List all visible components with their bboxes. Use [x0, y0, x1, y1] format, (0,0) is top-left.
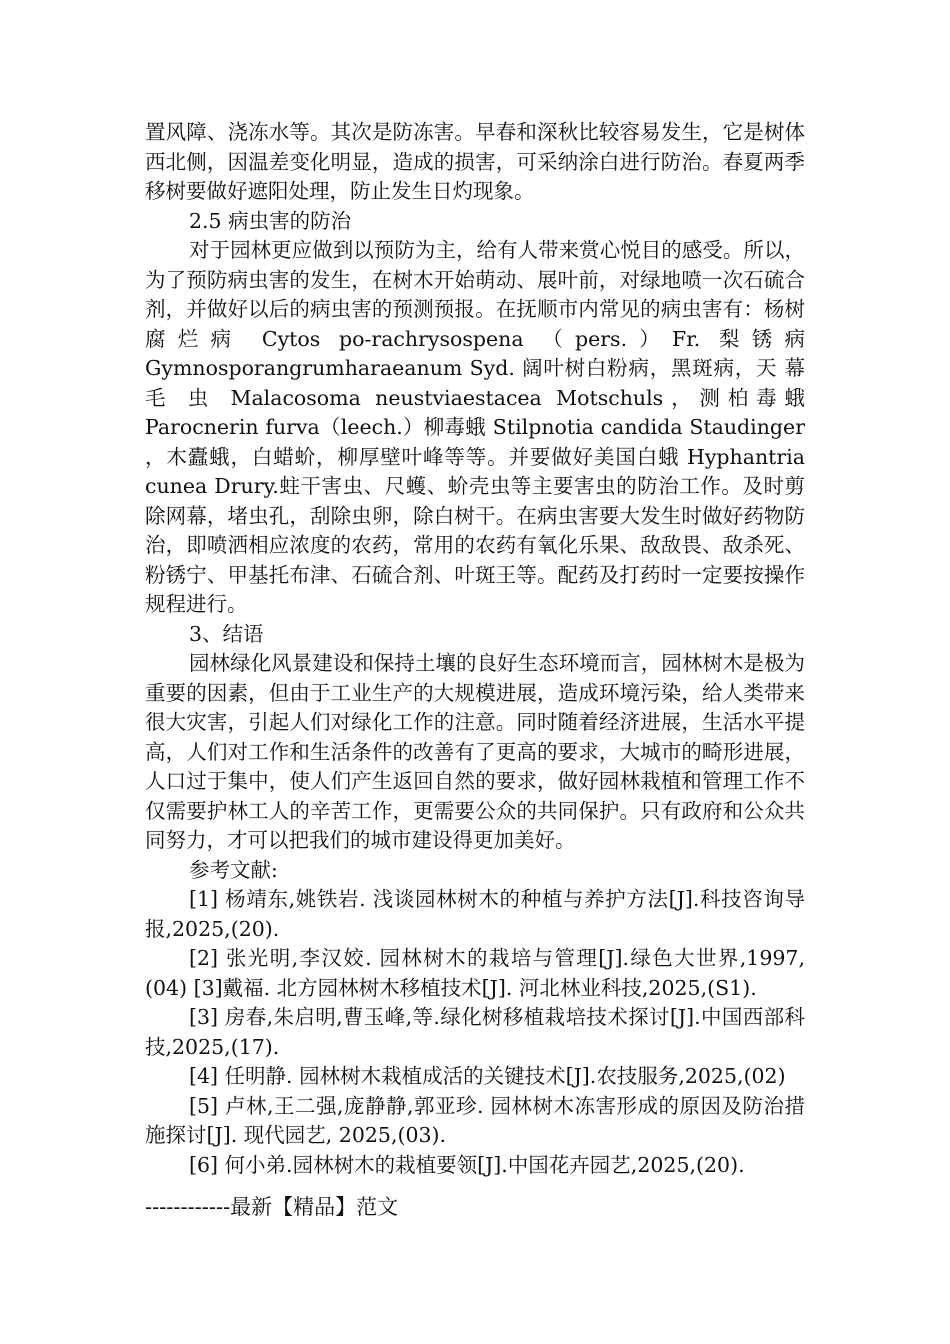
reference-item: [6] 何小弟.园林树木的栽植要领[J].中国花卉园艺,2025,(20). — [189, 1152, 745, 1177]
reference-item: [3] 房春,朱启明,曹玉峰,等.绿化树移植栽培技术探讨[J].中国西部科技,2025,(17). — [145, 1005, 805, 1059]
paragraph-frost-protection: 置风障、浇冻水等。其次是防冻害。早春和深秋比较容易发生，它是树体西北侧，因温差变化明显，造成的损害，可采纳涂白进行防治。春夏两季移树要做好遮阳处理，防止发生日灼现象。 — [145, 120, 805, 203]
references-heading: 参考文献: — [189, 857, 278, 882]
reference-item: [2] 张光明,李汉姣. 园林树木的栽培与管理[J].绿色大世界,1997,(04) [3]戴福. 北方园林树木移植技术[J]. 河北林业科技,2025,(S1). — [145, 946, 805, 1000]
reference-item: [5] 卢林,王二强,庞静静,郭亚珍. 园林树木冻害形成的原因及防治措施探讨[J]. 现代园艺, 2025,(03). — [145, 1093, 805, 1147]
section-heading-pest-control: 2.5 病虫害的防治 — [189, 208, 352, 233]
section-heading-conclusion: 3、结语 — [189, 621, 264, 646]
paragraph-conclusion: 园林绿化风景建设和保持土壤的良好生态环境而言，园林树木是极为重要的因素，但由于工业生产的大规模进展，造成环境污染，给人类带来很大灾害，引起人们对绿化工作的注意。同时随着经济进展，生活水平提高，人们对工作和生活条件的改善有了更高的要求，大城市的畸形进展，人口过于集中，使人们产生返回自然的要求，做好园林栽植和管理工作不仅需要护林工人的辛苦工作，更需要公众的共同保护。只有政府和公众共同努力，才可以把我们的城市建设得更加美好。 — [145, 651, 805, 852]
footer-watermark-text: ------------最新【精品】范文 — [145, 1195, 399, 1219]
document-body — [145, 118, 805, 1180]
reference-item: [1] 杨靖东,姚铁岩. 浅谈园林树木的种植与养护方法[J].科技咨询导报,2025,(20). — [145, 887, 805, 941]
paragraph-pest-control: 对于园林更应做到以预防为主，给有人带来赏心悦目的感受。所以，为了预防病虫害的发生，在树木开始萌动、展叶前，对绿地喷一次石硫合剂，并做好以后的病虫害的预测预报。在抚顺市内常见的病虫害有：杨树腐烂病 Cytos po-rachrysospena （pers.）Fr. 梨锈病 Gymnosporangrumharaeanum Syd. 阔叶树白粉病，黑斑病，天 幕 毛 虫 Malacosoma neustviaestacea Motschuls，测柏毒蛾 Parocnerin furva（leech.）柳毒蛾 Stilpnotia candida Staudinger ，木蠹蛾，白蜡蚧，柳厚壁叶峰等等。并要做好美国白蛾 Hyphantria cunea Drury.蛀干害虫、尺蠖、蚧壳虫等主要害虫的防治工作。及时剪除网幕，堵虫孔，刮除虫卵，除白树干。在病虫害要大发生时做好药物防治，即喷洒相应浓度的农药，常用的农药有氧化乐果、敌敌畏、敌杀死、粉锈宁、甲基托布津、石硫合剂、叶斑王等。配药及打药时一定要按操作规程进行。 — [145, 238, 805, 616]
reference-item: [4] 任明静. 园林树木栽植成活的关键技术[J].农技服务,2025,(02) — [189, 1064, 786, 1088]
